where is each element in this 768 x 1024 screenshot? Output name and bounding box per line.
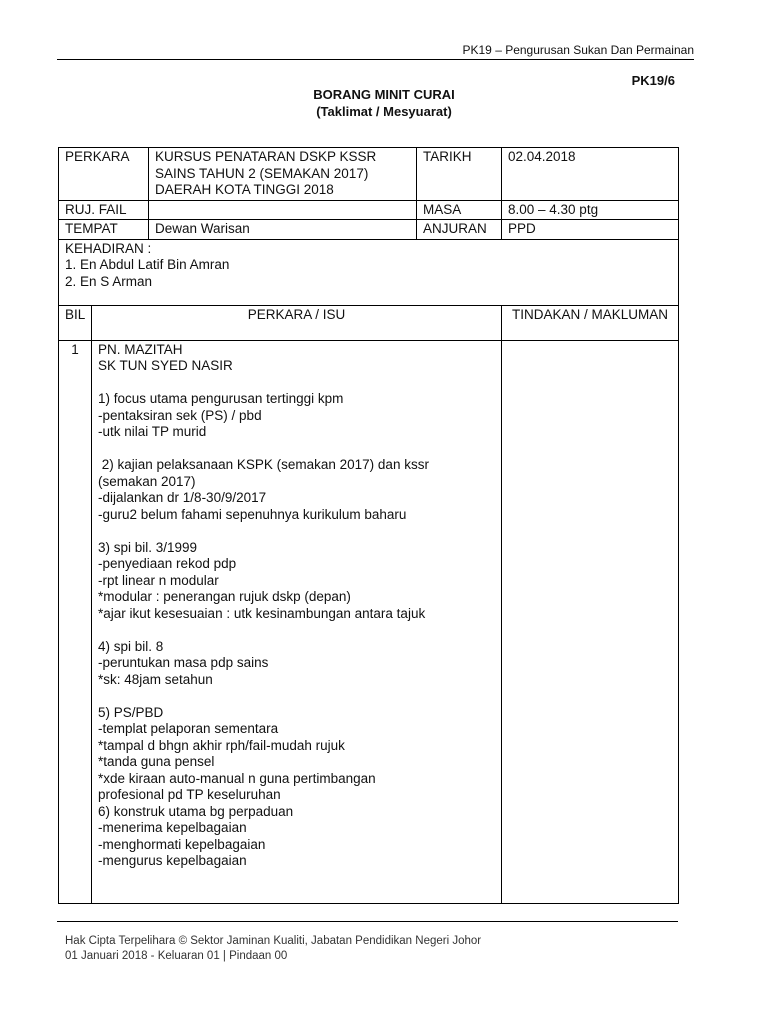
tempat-row [59,220,679,240]
masa-value: 8.00 – 4.30 ptg [502,200,679,220]
content-line: -pentaksiran sek (PS) / pbd [98,407,262,423]
content-line: 2) kajian pelaksanaan KSPK (semakan 2017) dan kssr [98,457,429,472]
perkara-row [59,148,679,201]
header-divider [57,59,694,60]
attendee-item: 2. En S Arman [65,273,153,289]
content-line: (semakan 2017) [98,473,196,489]
content-line: 1) focus utama pengurusan tertinggi kpm [98,391,344,406]
page-header: PK19 – Pengurusan Sukan Dan Permainan [462,43,694,57]
ruj-fail-row [59,200,679,220]
content-line: PN. MAZITAH [98,341,183,357]
row-tindakan [502,340,679,904]
content-line: -dijalankan dr 1/8-30/9/2017 [98,490,267,505]
footer [65,934,481,964]
row-bil: 1 [59,340,92,904]
anjuran-label: ANJURAN [417,220,502,240]
tempat-value: Dewan Warisan [149,220,417,240]
content-line: *modular : penerangan rujuk dskp (depan) [98,589,351,604]
content-line: 5) PS/PBD [98,704,164,720]
footer-copyright: Hak Cipta Terpelihara © Sektor Jaminan Kualiti, Jabatan Pendidikan Negeri Johor [65,935,482,947]
content-line: -utk nilai TP murid [98,424,207,439]
content-line: *tanda guna pensel [98,754,215,769]
content-line: 4) spi bil. 8 [98,638,164,654]
content-line: -rpt linear n modular [98,572,219,588]
anjuran-value: PPD [502,220,679,240]
content-line: *xde kiraan auto-manual n guna pertimbangan [98,770,376,786]
content-line [98,441,495,458]
document-code: PK19/6 [631,73,675,88]
ruj-fail-value [149,200,417,220]
kehadiran-cell [59,239,679,305]
content-line [98,523,495,540]
perkara-isu-header: PERKARA / ISU [92,305,502,340]
tindakan-header: TINDAKAN / MAKLUMAN [502,305,679,340]
form-subtitle: (Taklimat / Mesyuarat) [316,104,452,119]
kehadiran-label: KEHADIRAN : [65,240,152,256]
content-line: *ajar ikut kesesuaian : utk kesinambungan antara tajuk [98,605,426,621]
content-line [98,688,495,705]
form-title: BORANG MINIT CURAI [313,87,455,102]
minutes-table [58,147,679,904]
bil-header: BIL [59,305,92,340]
content-line: -peruntukan masa pdp sains [98,655,269,670]
tempat-label: TEMPAT [59,220,149,240]
content-line: -templat pelaporan sementara [98,721,279,736]
footer-divider [57,921,678,922]
kehadiran-row [59,239,679,305]
content-line: *sk: 48jam setahun [98,671,213,687]
content-line [98,375,495,392]
perkara-value: KURSUS PENATARAN DSKP KSSR SAINS TAHUN 2 (SEMAKAN 2017) DAERAH KOTA TINGGI 2018 [149,148,417,201]
perkara-label: PERKARA [59,148,149,201]
content-line: *tampal d bhgn akhir rph/fail-mudah rujuk [98,737,345,753]
content-line: -mengurus kepelbagaian [98,853,247,868]
content-line: -guru2 belum fahami sepenuhnya kurikulum baharu [98,506,407,522]
attendee-item: 1. En Abdul Latif Bin Amran [65,257,230,272]
content-line [98,622,495,639]
content-line: -penyediaan rekod pdp [98,556,237,571]
masa-label: MASA [417,200,502,220]
table-row [59,340,679,904]
content-line: -menghormati kepelbagaian [98,836,266,852]
tarikh-label: TARIKH [417,148,502,201]
ruj-fail-label: RUJ. FAIL [59,200,149,220]
content-line: 6) konstruk utama bg perpaduan [98,803,294,819]
footer-version: 01 Januari 2018 - Keluaran 01 | Pindaan 00 [65,950,288,962]
content-line: 3) spi bil. 3/1999 [98,539,198,555]
content-line: profesional pd TP keseluruhan [98,787,281,802]
column-header-row [59,305,679,340]
content-line: SK TUN SYED NASIR [98,358,233,373]
tarikh-value: 02.04.2018 [502,148,679,201]
content-line: -menerima kepelbagaian [98,820,247,835]
row-content [92,340,502,904]
